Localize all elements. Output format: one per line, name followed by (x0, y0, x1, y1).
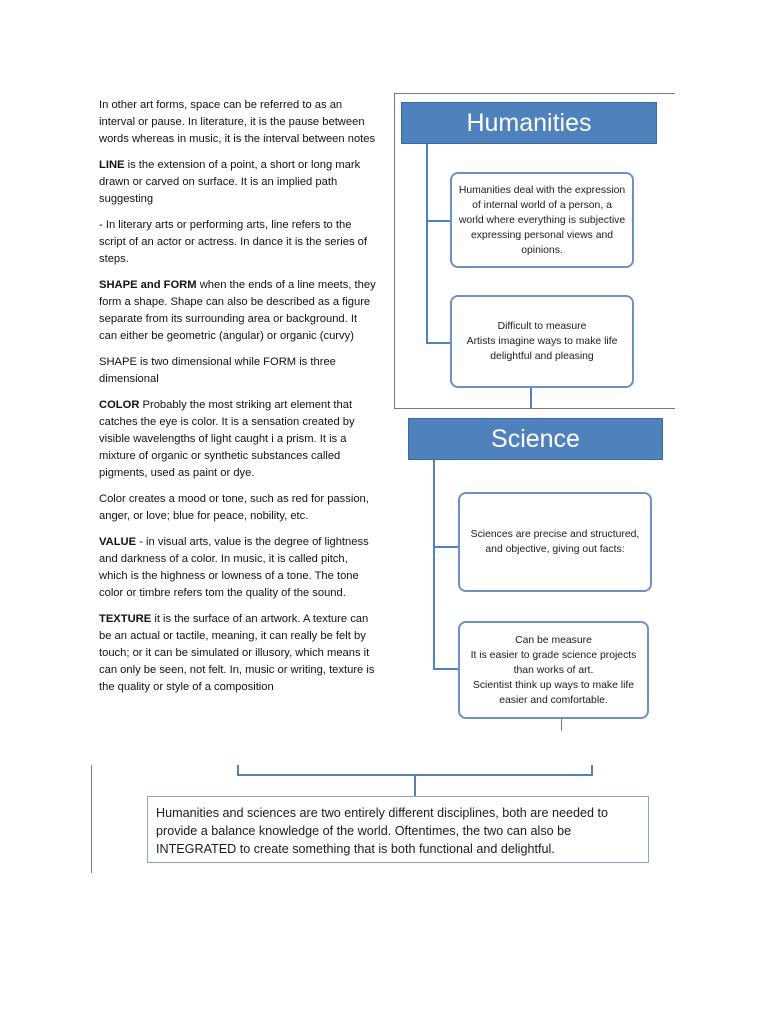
shape-term: SHAPE and FORM (99, 279, 197, 291)
science-header (408, 418, 663, 460)
science-title: Science (491, 424, 580, 453)
color-definition: Probably the most striking art element that catches the eye is color. It is a sensation created by visible wavelengths of light caught i a prism. It is a mixture of organic or synthetic substances called pigments, used as paint or dye. (99, 399, 355, 479)
color-term: COLOR (99, 399, 140, 411)
line-definition: is the extension of a point, a short or long mark drawn or carved on surface. It is an implied path suggesting (99, 159, 361, 205)
science-box-description: Sciences are precise and structured, and objective, giving out facts: (458, 492, 652, 592)
science-box-measure: Can be measure It is easier to grade science projects than works of art. Scientist think up ways to make life easier and comfortable. (458, 621, 649, 719)
summary-box: Humanities and sciences are two entirely different disciplines, both are needed to provide a balance knowledge of the world. Oftentimes, the two can also be INTEGRATED to create something that is both functional and delightful. (147, 796, 649, 863)
shape-extra-paragraph: SHAPE is two dimensional while FORM is three dimensional (99, 356, 336, 385)
shape-definition: when the ends of a line meets, they form a shape. Shape can also be described as a figure separate from its surrounding area or background. It can either be geometric (angular) or organic (curvy) (99, 279, 376, 342)
humanities-connector-1 (426, 220, 450, 222)
humanities-connector-vertical (426, 144, 428, 344)
humanities-to-science-connector (530, 388, 532, 408)
humanities-connector-2 (426, 342, 450, 344)
humanities-title: Humanities (466, 108, 592, 137)
science-connector-vertical (433, 460, 435, 670)
humanities-header (401, 102, 657, 144)
humanities-left-rule (394, 93, 395, 409)
humanities-box-description: Humanities deal with the expression of internal world of a person, a world where everything is subjective expressing personal views and opinions. (450, 172, 634, 268)
humanities-top-rule (394, 93, 675, 94)
texture-definition: it is the surface of an artwork. A texture can be an actual or tactile, meaning, it can really be felt by touch; or it can be simulated or illusory, which means it can only be seen, not felt. In, music or writing, texture is the quality or style of a composition (99, 613, 375, 693)
science-connector-2 (433, 668, 458, 670)
humanities-box-measure: Difficult to measure Artists imagine ways to make life delightful and pleasing (450, 295, 634, 388)
space-paragraph: In other art forms, space can be referred to as an interval or pause. In literature, it is the pause between words whereas in music, it is the interval between notes (99, 99, 376, 145)
color-extra-paragraph: Color creates a mood or tone, such as red for passion, anger, or love; blue for peace, nobility, etc. (99, 493, 369, 522)
value-definition: - in visual arts, value is the degree of lightness and darkness of a color. In music, it is called pitch, which is the highness or lowness of a tone. The tone color or timbre refers tom the quality of the sound. (99, 536, 369, 599)
science-connector-1 (433, 546, 458, 548)
humanities-bottom-rule (394, 408, 675, 409)
bracket-stem (414, 774, 416, 796)
bracket-left-end (237, 765, 239, 776)
texture-term: TEXTURE (99, 613, 152, 625)
line-term: LINE (99, 159, 125, 171)
line-extra-paragraph: - In literary arts or performing arts, line refers to the script of an actor or actress. In dance it is the series of steps. (99, 219, 367, 265)
science-bottom-tick (561, 719, 562, 731)
value-term: VALUE (99, 536, 137, 548)
bracket-right-end (591, 765, 593, 776)
summary-left-rule (91, 765, 92, 873)
